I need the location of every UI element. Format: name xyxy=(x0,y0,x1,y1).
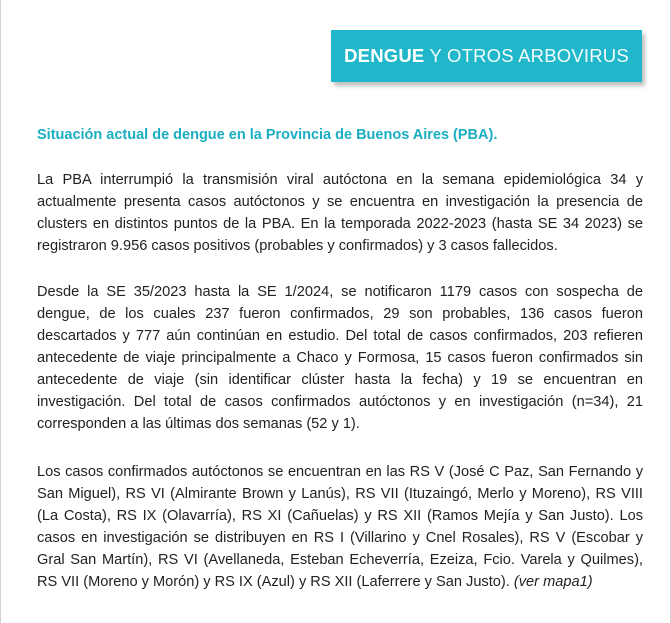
paragraph-cases: Desde la SE 35/2023 hasta la SE 1/2024, se notificaron 1179 casos con sospecha de dengue, de los cuales 237 fueron confirmados, 29 son probables, 136 casos fueron descartados y 777 aún continúan en estudio. Del total de casos confirmados, 203 refieren antecedente de viaje principalmente a Chaco y Formosa, 15 casos fueron confirmados sin antecedente de viaje (sin identificar clúster hasta la fecha) y 19 se encuentran en investigación. Del total de casos confirmados autóctonos y en investigación (n=34), 21 corresponden a las últimas dos semanas (52 y 1). xyxy=(37,284,643,432)
banner-strong-text: DENGUE xyxy=(344,45,425,66)
paragraph-regions xyxy=(37,461,643,593)
map-reference-link: (ver mapa1) xyxy=(513,574,593,590)
section-title: Situación actual de dengue en la Provincia de Buenos Aires (PBA). xyxy=(37,127,498,143)
paragraph-regions-text: Los casos confirmados autóctonos se encuentran en las RS V (José C Paz, San Fernando y San Miguel), RS VI (Almirante Brown y Lanús), RS VII (Ituzaingó, Merlo y Moreno), RS VIII (La Costa), RS IX (Olavarría), RS XI (Cañuelas) y RS XII (Ramos Mejía y San Justo). Los casos en investigación se distribuyen en RS I (Villarino y Cnel Rosales), RS V (Escobar y Gral San Martín), RS VI (Avellaneda, Esteban Echeverría, Ezeiza, Fcio. Varela y Quilmes), RS VII (Moreno y Morón) y RS IX (Azul) y RS XII (Laferrere y San Justo). xyxy=(37,464,643,590)
paragraph-intro: La PBA interrumpió la transmisión viral autóctona en la semana epidemiológica 34 y actualmente presenta casos autóctonos y se encuentra en investigación la presencia de clusters en distintos puntos de la PBA. En la temporada 2022-2023 (hasta SE 34 2023) se registraron 9.956 casos positivos (probables y confirmados) y 3 casos fallecidos. xyxy=(37,172,643,254)
section-banner xyxy=(331,30,642,82)
banner-light-text: Y OTROS ARBOVIRUS xyxy=(429,45,629,66)
